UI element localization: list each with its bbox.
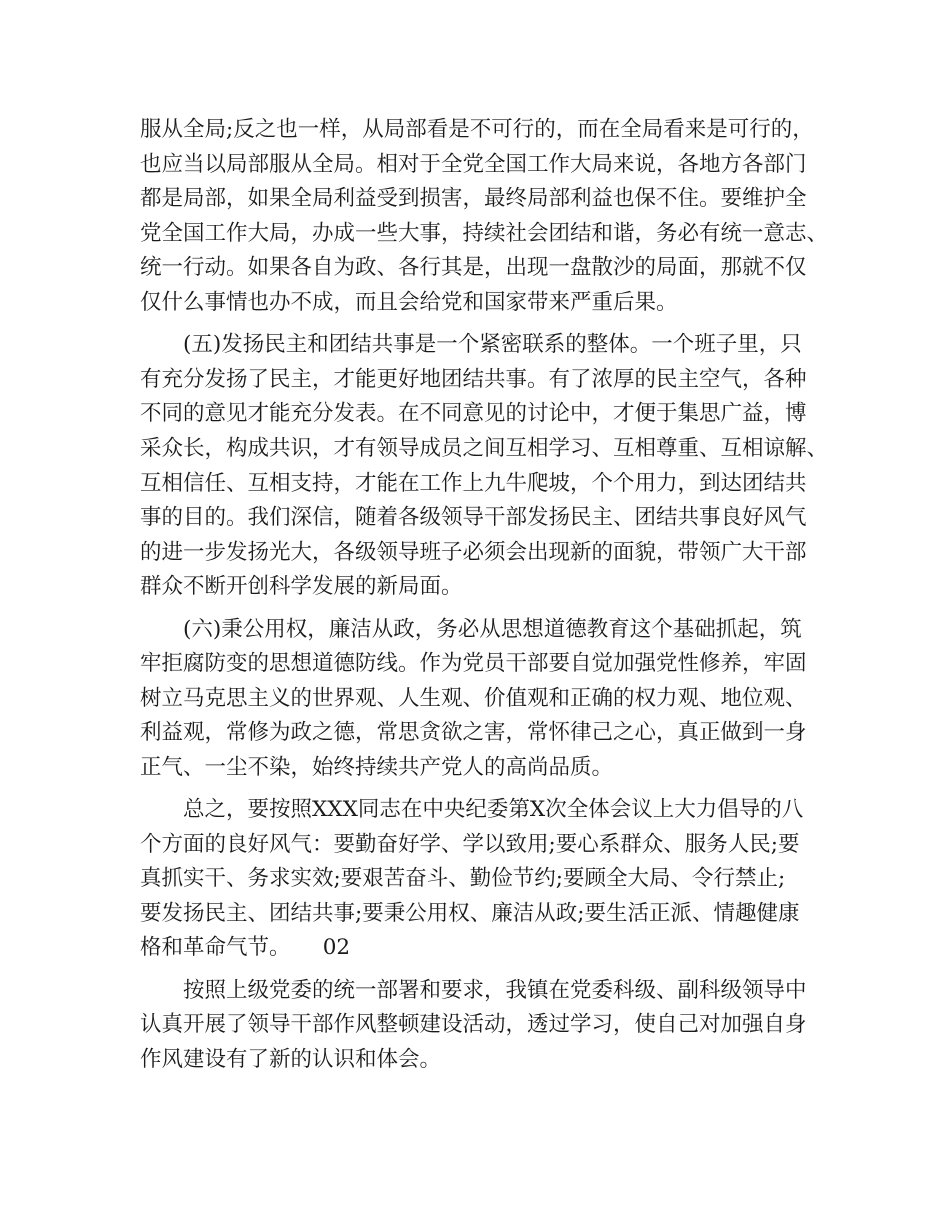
text-line: 都是局部，如果全局利益受到损害，最终局部利益也保不住。要维护全 — [140, 186, 807, 212]
text-line: 利益观，常修为政之德，常思贪欲之害，常怀律己之心，真正做到一身 — [140, 720, 807, 746]
text-line: 个方面的良好风气：要勤奋好学、学以致用;要心系群众、服务人民;要 — [140, 831, 800, 857]
text-line: (五)发扬民主和团结共事是一个紧密联系的整体。一个班子里，只 — [183, 332, 802, 358]
document-body — [140, 113, 830, 1077]
paragraph-4 — [140, 793, 830, 974]
text-line: 正气、一尘不染，始终持续共产党人的高尚品质。 — [140, 754, 614, 780]
text-line: 党全国工作大局，办成一些大事，持续社会团结和谐，务必有统一意志、 — [140, 220, 829, 246]
text-line: 服从全局;反之也一样，从局部看是不可行的，而在全局看来是可行的， — [140, 117, 814, 142]
text-line: 事的目的。我们深信，随着各级领导干部发扬民主、团结共事良好风气 — [140, 505, 807, 531]
text-line: 互相信任、互相支持，才能在工作上九牛爬坡，个个用力，到达团结共 — [140, 470, 807, 496]
text-line: 不同的意见才能充分发表。在不同意见的讨论中，才便于集思广益，博 — [140, 401, 807, 427]
paragraph-2 — [140, 328, 830, 612]
paragraph-3 — [140, 613, 830, 794]
text-line: 有充分发扬了民主，才能更好地团结共事。有了浓厚的民主空气，各种 — [140, 366, 807, 392]
text-line: 认真开展了领导干部作风整顿建设活动，透过学习，使自己对加强自身 — [140, 1012, 807, 1038]
text-line: 树立马克思主义的世界观、人生观、价值观和正确的权力观、地位观、 — [140, 685, 807, 711]
text-line: 真抓实干、务求实效;要艰苦奋斗、勤俭节约;要顾全大局、令行禁止; — [140, 866, 786, 892]
text-line: 牢拒腐防变的思想道德防线。作为党员干部要自觉加强党性修养，牢固 — [140, 651, 807, 677]
text-line: 采众长，构成共识，才有领导成员之间互相学习、互相尊重、互相谅解、 — [140, 435, 829, 461]
text-line: 统一行动。如果各自为政、各行其是，出现一盘散沙的局面，那就不仅 — [140, 255, 807, 281]
text-line: 的进一步发扬光大，各级领导班子必须会出现新的面貌，带领广大干部 — [140, 539, 807, 565]
paragraph-1 — [140, 113, 830, 328]
text-line: 作风建设有了新的认识和体会。 — [140, 1046, 442, 1072]
text-line: 仅什么事情也办不成，而且会给党和国家带来严重后果。 — [140, 289, 678, 315]
text-line: (六)秉公用权，廉洁从政，务必从思想道德教育这个基础抓起，筑 — [183, 616, 802, 642]
text-line: 要发扬民主、团结共事;要秉公用权、廉洁从政;要生活正派、情趣健康 — [140, 900, 800, 926]
text-line: 也应当以局部服从全局。相对于全党全国工作大局来说，各地方各部门 — [140, 151, 807, 177]
paragraph-5 — [140, 974, 830, 1078]
text-line: 总之，要按照XXX同志在中央纪委第X次全体会议上大力倡导的八 — [183, 797, 804, 823]
text-line: 群众不断开创科学发展的新局面。 — [140, 574, 463, 600]
text-line: 按照上级党委的统一部署和要求，我镇在党委科级、副科级领导中 — [183, 977, 807, 1003]
text-line: 格和革命气节。 02 — [140, 935, 351, 961]
